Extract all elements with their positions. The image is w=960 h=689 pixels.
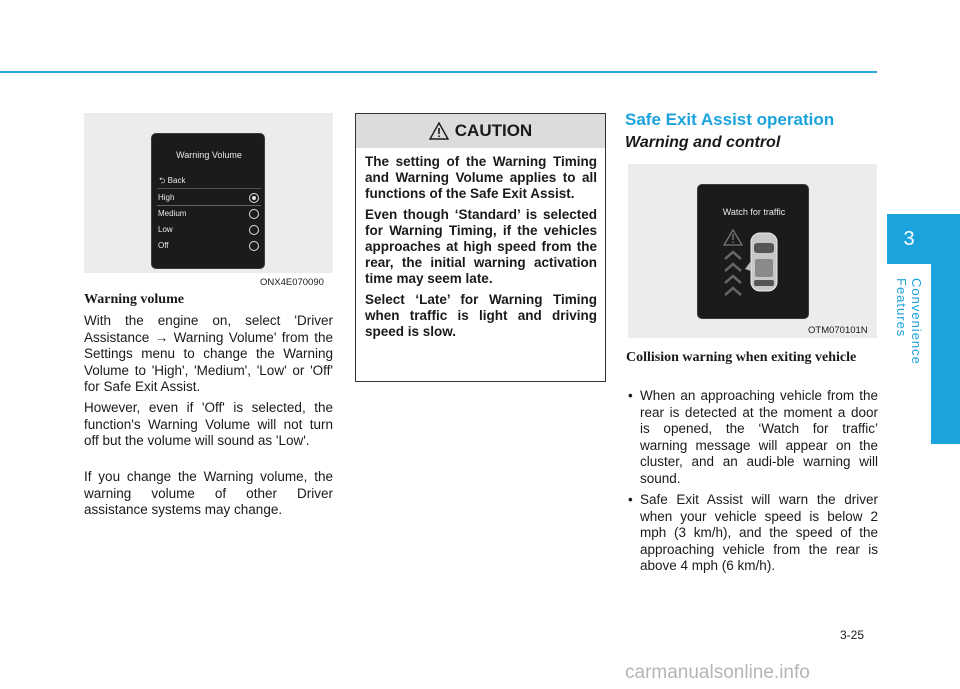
warning-triangle-icon	[429, 122, 449, 140]
figure-code: ONX4E070090	[260, 277, 324, 288]
section-heading-warning-volume: Warning volume	[84, 292, 184, 307]
warning-triangle-icon	[724, 230, 742, 245]
chapter-tab-bar	[931, 214, 960, 444]
option-medium	[157, 207, 261, 222]
list-item	[626, 492, 878, 575]
vehicle-warning-graphic	[720, 225, 790, 313]
chapter-number: 3	[887, 214, 931, 264]
paragraph: If you change the Warning volume, the warning volume of other Driver assistance systems may change.	[84, 469, 333, 517]
bullet-icon: •	[628, 388, 633, 403]
option-label: High	[158, 193, 175, 202]
header-rule	[0, 71, 877, 73]
sub-heading-collision-warning: Collision warning when exiting vehicle	[626, 350, 857, 365]
back-label: Back	[167, 176, 186, 185]
radio-icon	[249, 241, 259, 251]
option-label: Low	[158, 225, 173, 234]
bullet-icon: •	[628, 492, 633, 507]
cluster-screen-watch-traffic	[697, 184, 809, 319]
paragraph: However, even if 'Off' is selected, the function's Warning Volume will not turn off but the volume will sound as 'Low'.	[84, 400, 333, 448]
back-arrow-icon: ⮌	[159, 176, 166, 185]
watermark: carmanualsonline.info	[625, 662, 810, 683]
caution-title: CAUTION	[454, 121, 533, 140]
screen-title: Warning Volume	[176, 150, 242, 160]
back-item	[159, 175, 185, 189]
caution-paragraph: Select ‘Late’ for Warning Timing when traffic is light and driving speed is slow.	[365, 292, 597, 339]
section-title: Safe Exit Assist operation	[625, 110, 835, 129]
caution-body	[365, 154, 597, 345]
list-item	[626, 388, 878, 487]
paragraph: With the engine on, select 'Driver Assistance → Warning Volume' from the Settings menu to change the Warning Volume to 'High', 'Medium', 'Low' or 'Off' for Safe Exit Assist.	[84, 313, 333, 394]
approaching-chevrons-icon	[725, 252, 741, 295]
divider	[157, 188, 261, 189]
option-off	[157, 239, 261, 254]
screen-title: Watch for traffic	[722, 207, 786, 217]
caution-header	[356, 114, 605, 148]
radio-icon	[249, 209, 259, 219]
figure-code: OTM070101N	[808, 325, 868, 336]
option-low	[157, 223, 261, 238]
radio-icon	[249, 225, 259, 235]
bullet-list	[626, 388, 878, 580]
cluster-screen-warning-volume	[151, 133, 265, 269]
chapter-label: Convenience Features	[894, 278, 924, 365]
option-label: Off	[158, 241, 169, 250]
caution-paragraph: The setting of the Warning Timing and Warning Volume applies to all functions of the Safe Exit Assist.	[365, 154, 597, 201]
option-high	[157, 191, 261, 206]
caution-paragraph: Even though ‘Standard’ is selected for Warning Timing, if the vehicles approaches at high speed from the rear, the initial warning activation time may seem late.	[365, 207, 597, 286]
caution-box	[355, 113, 606, 382]
bullet-text: Safe Exit Assist will warn the driver when your vehicle speed is below 2 mph (3 km/h), and the speed of the approaching vehicle from the rear is above 4 mph (6 km/h).	[640, 492, 878, 573]
radio-selected-icon	[249, 193, 259, 203]
bullet-text: When an approaching vehicle from the rear is detected at the moment a door is opened, the ‘Watch for traffic’ warning message will appear on the cluster, and an audi-ble warning will sound.	[640, 388, 878, 486]
page-number: 3-25	[840, 628, 865, 642]
option-label: Medium	[158, 209, 187, 218]
car-top-view-icon	[745, 233, 777, 291]
sub-title: Warning and control	[625, 134, 781, 151]
